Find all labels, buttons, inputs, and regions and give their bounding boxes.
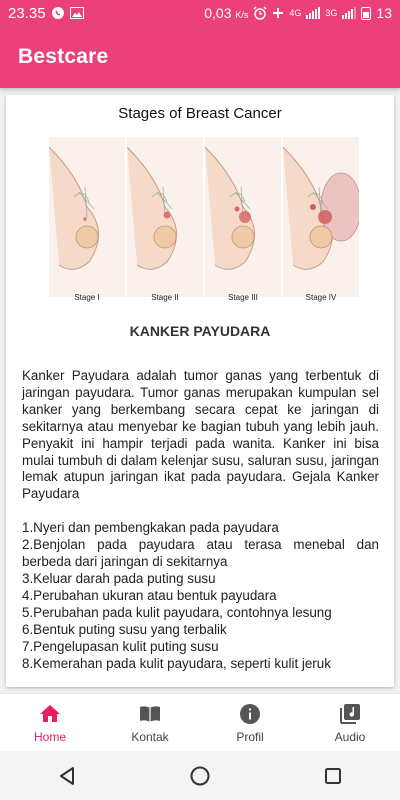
stage-4-panel (283, 137, 359, 297)
book-icon (138, 702, 162, 726)
bottom-navigation (0, 693, 400, 752)
network-3g-label: 3G (325, 8, 338, 18)
symptom-item: 7.Pengelupasan kulit puting susu (22, 638, 219, 654)
stage-1-drawing (49, 137, 125, 297)
status-bar (0, 0, 400, 26)
stage-labels (49, 293, 359, 302)
nav-label: Profil (236, 730, 264, 744)
symptom-item: 5.Perubahan pada kulit payudara, contohnya lesung (22, 604, 332, 620)
alarm-icon (253, 6, 267, 20)
system-navigation-bar (0, 751, 400, 800)
stage-panels (49, 137, 359, 297)
home-system-button[interactable] (180, 756, 220, 796)
battery-icon (361, 7, 371, 20)
stage-label: Stage III (228, 293, 258, 302)
gallery-icon (70, 7, 84, 19)
nav-audio[interactable] (300, 694, 400, 752)
app-title: Bestcare (18, 45, 109, 68)
back-triangle-icon (58, 766, 76, 786)
article-card (6, 95, 394, 687)
app-bar (0, 26, 400, 88)
stage-3-panel (205, 137, 281, 297)
symptom-item: 3.Keluar darah pada puting susu (22, 570, 216, 586)
figure-title: Stages of Breast Cancer (118, 105, 282, 122)
home-icon (38, 702, 62, 726)
network-speed: 0,03 K/s (204, 5, 249, 21)
whatsapp-icon (51, 6, 65, 20)
stage-3-drawing (205, 137, 281, 297)
nav-label: Kontak (131, 730, 169, 744)
stage-4-drawing (283, 137, 359, 297)
article-body (22, 368, 379, 672)
symptom-item: 2.Benjolan pada payudara atau terasa menebal dan berbeda dari jaringan di sekitarnya (22, 537, 379, 570)
info-icon (238, 702, 262, 726)
battery-level: 13 (376, 5, 392, 21)
stage-2-panel (127, 137, 203, 297)
network-4g-label: 4G (289, 8, 302, 18)
stage-2-drawing (127, 137, 203, 297)
stage-label: Stage I (74, 293, 100, 302)
article-paragraph: Kanker Payudara adalah tumor ganas yang terbentuk di jaringan payudara. Tumor ganas merupakan kumpulan sel kanker yang berkembang secara cepat ke jaringan di sekitarnya atau menyebar ke bagian tubuh yang lebih jauh. Penyakit ini hampir terjadi pada wanita. Kanker ini bisa mulai tumbuh di dalam kelenjar susu, saluran susu, jaringan lemak atupun jaringan ikat pada payudara. Gejala Kanker Payudara (22, 368, 379, 502)
symptom-item: 1.Nyeri dan pembengkakan pada payudara (22, 520, 279, 536)
nav-profil[interactable] (200, 694, 300, 752)
stage-label: Stage IV (305, 293, 337, 302)
nav-kontak[interactable] (100, 694, 200, 752)
stage-1-panel (49, 137, 125, 297)
recents-square-icon (324, 767, 342, 785)
symptom-item: 4.Perubahan ukuran atau bentuk payudara (22, 587, 277, 603)
back-button[interactable] (47, 756, 87, 796)
nav-home[interactable] (0, 694, 100, 752)
article-heading: KANKER PAYUDARA (129, 323, 271, 339)
nav-label: Audio (334, 730, 366, 744)
signal-strength-2-icon (342, 7, 356, 19)
nav-label: Home (33, 730, 66, 744)
status-time: 23.35 (8, 4, 46, 22)
symptom-item: 8.Kemerahan pada kulit payudara, seperti kulit jeruk (22, 655, 331, 671)
music-library-icon (338, 702, 362, 726)
home-circle-icon (189, 765, 211, 787)
symptom-item: 6.Bentuk puting susu yang terbalik (22, 621, 227, 637)
signal-plus-icon (272, 7, 284, 19)
symptoms-list (22, 520, 379, 672)
stage-label: Stage II (151, 293, 179, 302)
signal-strength-icon (306, 7, 320, 19)
stages-illustration (6, 95, 394, 405)
recents-button[interactable] (313, 756, 353, 796)
